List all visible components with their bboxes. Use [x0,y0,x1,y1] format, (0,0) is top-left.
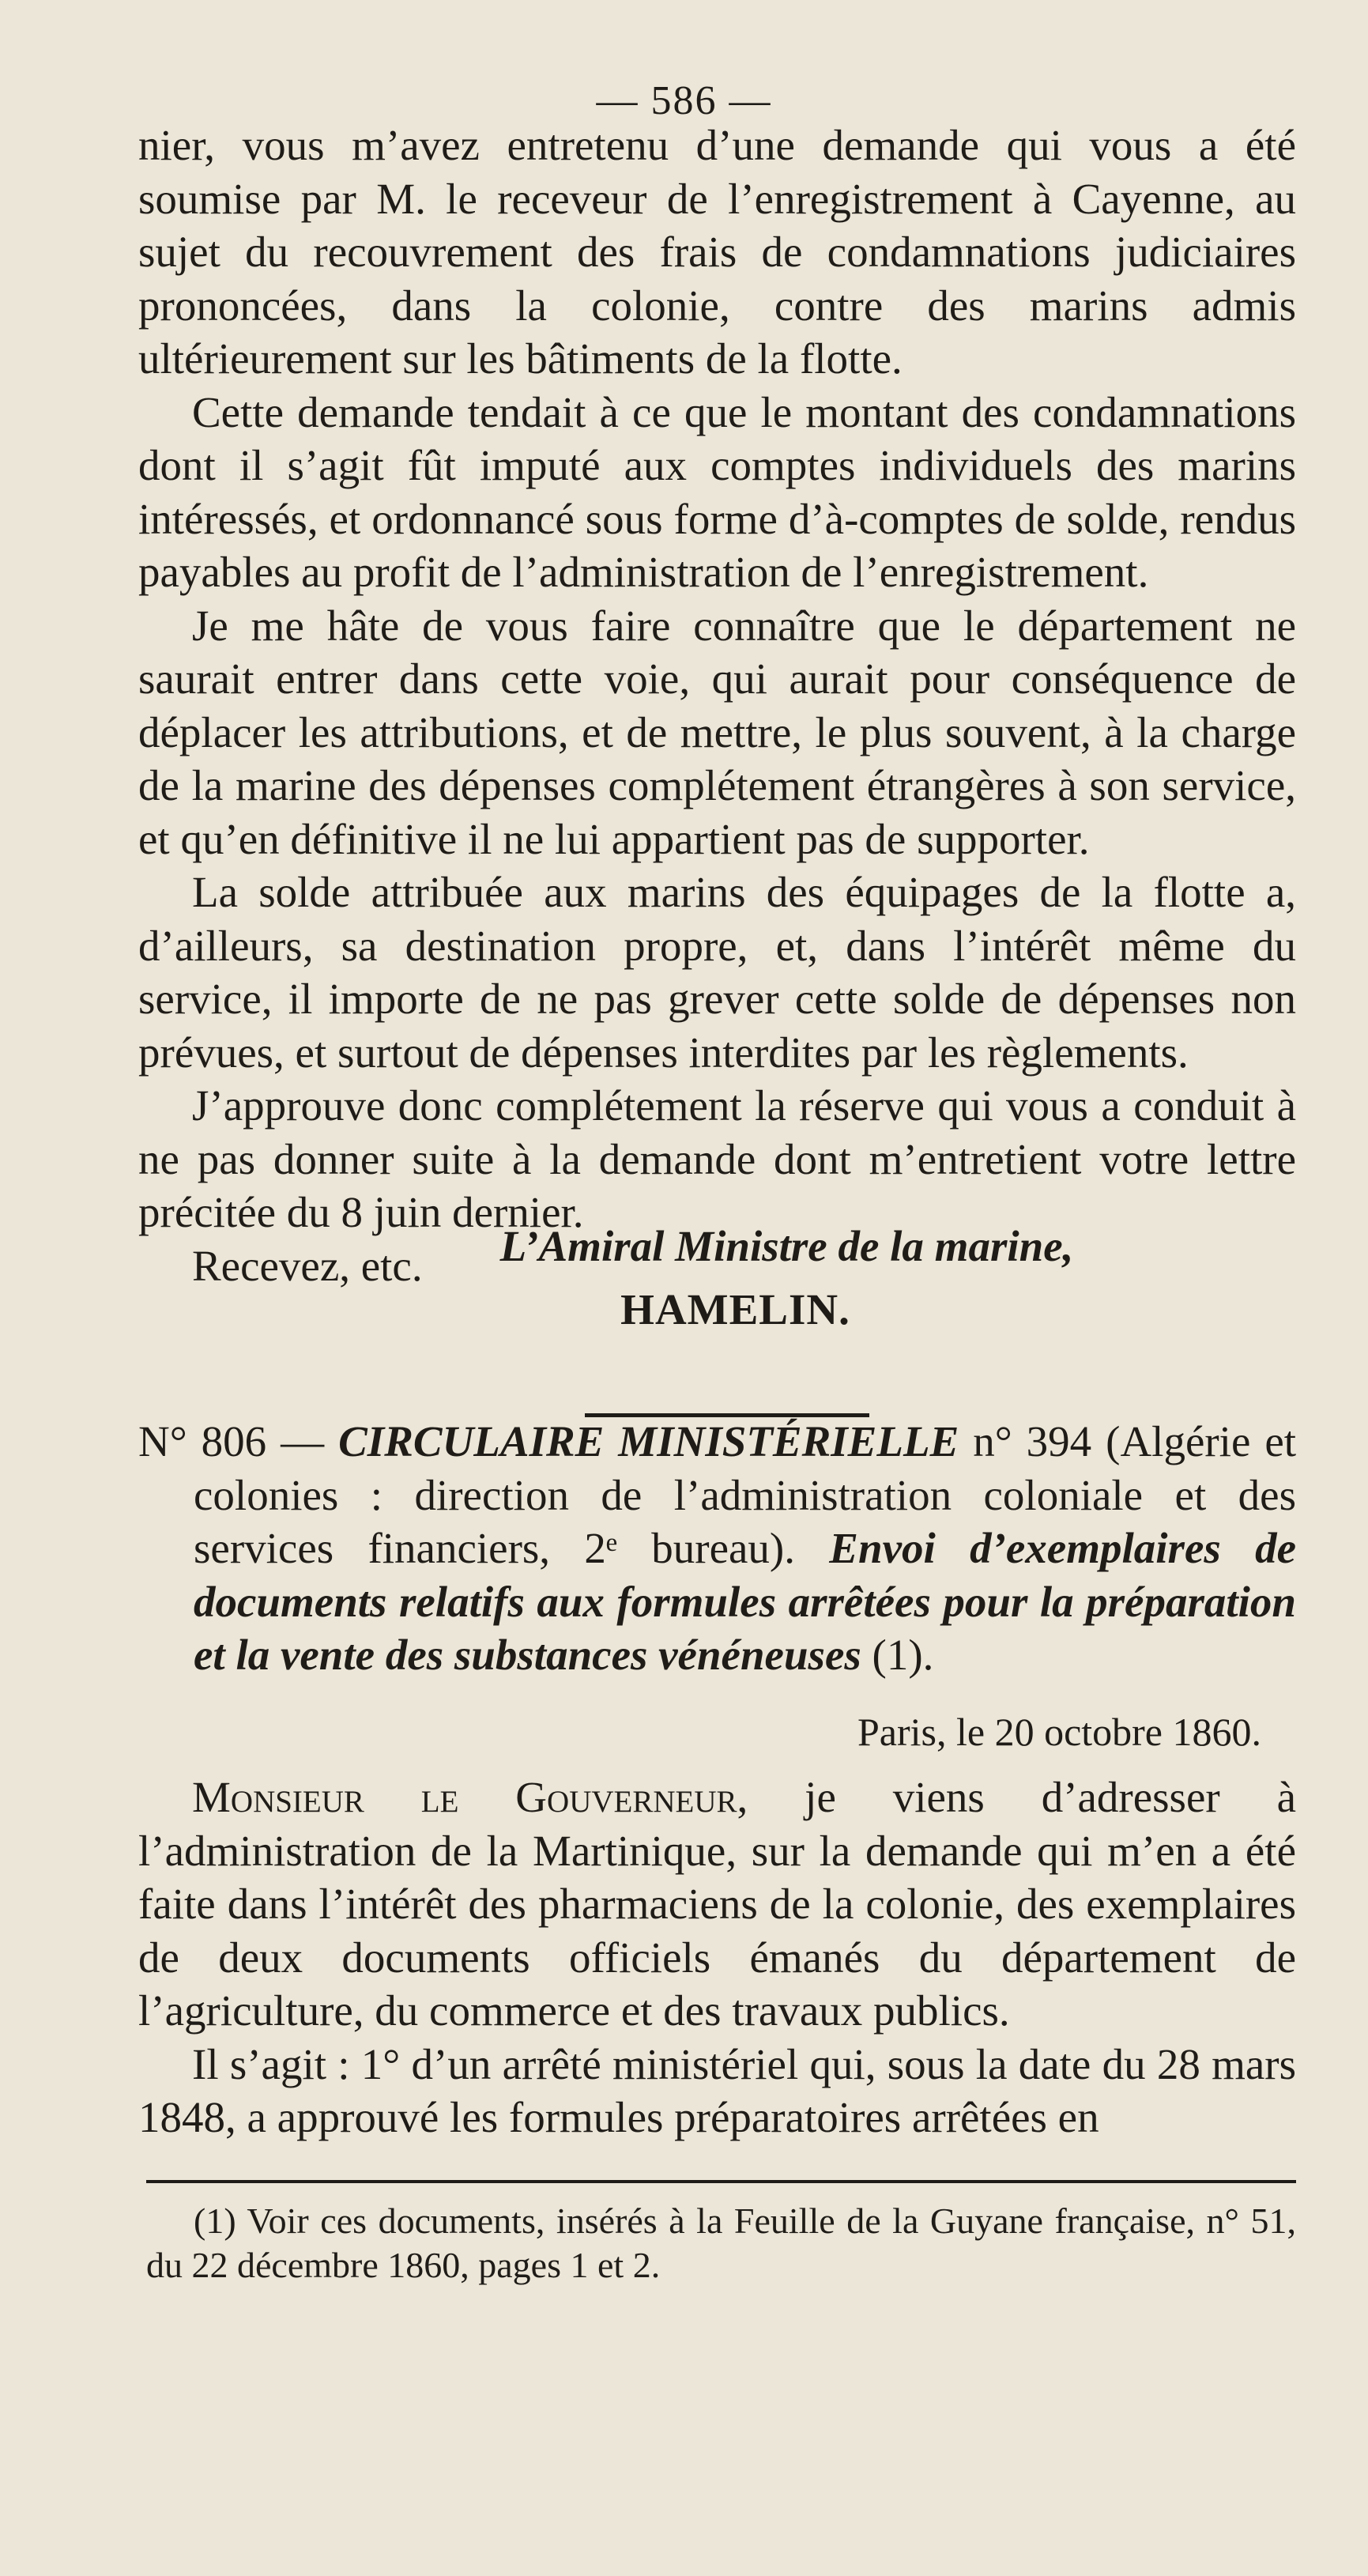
circular-subject: Envoi d’exemplaires de documents relatifs aux formules arrêtées pour la préparation et la vente des substances vénéneuses [194,1524,1297,1679]
circular-detail: n° 394 (Algérie et colonies : direction de l’administration coloniale et des services financiers, 2ᵉ bureau). [194,1417,1297,1572]
page-number: — 586 — [596,78,772,123]
salutation: Monsieur le Gouverneur, [192,1773,748,1821]
circular-heading [138,1415,1296,1682]
letter-continuation [138,119,1296,1292]
circular-type: CIRCULAIRE MINISTÉRIELLE [338,1417,959,1465]
signature-name: HAMELIN. [620,1285,850,1333]
footnote-rule [146,2180,1296,2183]
paragraph [138,1771,1296,2038]
circular-number: N° 806 — [138,1417,325,1465]
footnote-ref: (1). [872,1631,934,1679]
paragraph: nier, vous m’avez entretenu d’une demande qui vous a été soumise par M. le receveur de l’enregistrement à Cayenne, au sujet du recouvrement des frais de condamnations judiciaires prononcées, dans la colonie, contre des marins admis ultérieurement sur les bâtiments de la flotte. [138,121,1296,383]
closing: Recevez, etc. [192,1241,423,1290]
signature-title: L’Amiral Ministre de la marine, [499,1222,1074,1270]
paragraph: Je me hâte de vous faire connaître que le département ne saurait entrer dans cette voie, qui aurait pour conséquence de déplacer les attributions, et de mettre, le plus souvent, à la charge de la marine des dépenses complétement étrangères à son service, et qu’en définitive il ne lui appartient pas de supporter. [138,601,1296,863]
paragraph: Cette demande tendait à ce que le montant des condamnations dont il s’agit fût imputé aux comptes individuels des marins intéressés, et ordonnancé sous forme d’à-comptes de solde, rendus payables au profit de l’administration de l’enregistrement. [138,387,1296,596]
footnote [146,2199,1296,2287]
footnote-text: (1) Voir ces documents, insérés à la Feuille de la Guyane française, n° 51, du 22 décembre 1860, pages 1 et 2. [146,2201,1296,2285]
paragraph: La solde attribuée aux marins des équipages de la flotte a, d’ailleurs, sa destination propre, et, dans l’intérêt même du service, il importe de ne pas grever cette solde de dépenses non prévues, et surtout de dépenses interdites par les règlements. [138,868,1296,1077]
circular-letter [138,1771,1296,2144]
paragraph: J’approuve donc complétement la réserve qui vous a conduit à ne pas donner suite à la demande dont m’entretient votre lettre précitée du 8 juin dernier. [138,1081,1296,1236]
paragraph-text: je viens d’adresser à l’administration de la Martinique, sur la demande qui m’en a été faite dans l’intérêt des pharmaciens de la colonie, des exemplaires de deux documents officiels émanés du département de l’agriculture, du commerce et des travaux publics. [138,1773,1296,2035]
dateline: Paris, le 20 octobre 1860. [857,1710,1261,1754]
paragraph: Il s’agit : 1° d’un arrêté ministériel qui, sous la date du 28 mars 1848, a approuvé les formules préparatoires arrêtées en [138,2039,1296,2141]
